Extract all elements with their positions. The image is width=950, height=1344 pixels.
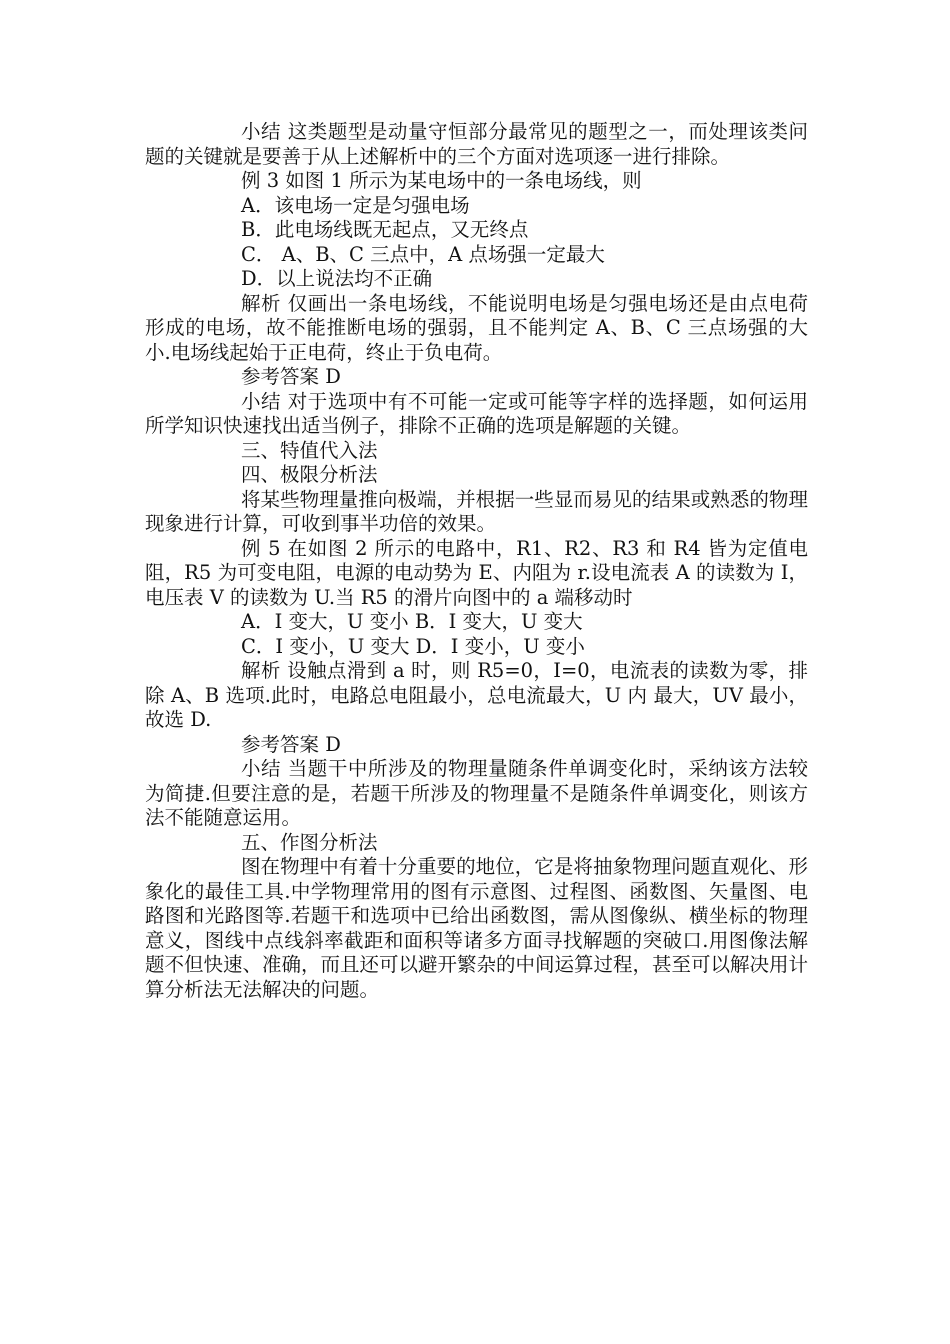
summary-paragraph: 小结 这类题型是动量守恒部分最常见的题型之一，而处理该类问题的关键就是要善于从上述解析中的三个方面对选项逐一进行排除。 xyxy=(145,120,808,168)
example-3-analysis: 解析 仅画出一条电场线，不能说明电场是匀强电场还是由点电荷形成的电场，故不能推断电场的强弱，且不能判定 A、B、C 三点场强的大小.电场线起始于正电荷，终止于负电荷。 xyxy=(145,291,808,364)
example-5-question: 例 5 在如图 2 所示的电路中，R1、R2、R3 和 R4 皆为定值电阻，R5 为可变电阻，电源的电动势为 E、内阻为 r.设电流表 A 的读数为 I，电压表 V 的读数为 U.当 R5 的滑片向图中的 a 端移动时 xyxy=(145,536,808,609)
example-3-option-c: C． A、B、C 三点中，A 点场强一定最大 xyxy=(241,242,605,266)
example-5-options-cd: C．I 变小，U 变大 D．I 变小，U 变小 xyxy=(241,634,585,658)
example-5-analysis: 解析 设触点滑到 a 时，则 R5=0，I=0，电流表的读数为零，排除 A、B 选项.此时，电路总电阻最小，总电流最大，U 内 最大，UV 最小，故选 D. xyxy=(145,659,808,731)
example-3-summary: 小结 对于选项中有不可能一定或可能等字样的选择题，如何运用所学知识快速找出适当例子，排除不正确的选项是解题的关键。 xyxy=(145,389,808,437)
section-5-body: 图在物理中有着十分重要的地位，它是将抽象物理问题直观化、形象化的最佳工具.中学物理常用的图有示意图、过程图、函数图、矢量图、电路图和光路图等.若题干和选项中已给出函数图，需从图像纵、横坐标的物理意义，图线中点线斜率截距和面积等诸多方面寻找解题的突破口.用图像法解题不但快速、准确，而且还可以避开繁杂的中间运算过程，甚至可以解决用计算分析法无法解决的问题。 xyxy=(145,855,809,1001)
example-3-answer: 参考答案 D xyxy=(241,365,341,388)
example-3-option-a: A．该电场一定是匀强电场 xyxy=(241,193,470,217)
example-5-summary: 小结 当题干中所涉及的物理量随条件单调变化时，采纳该方法较为简捷.但要注意的是，若题干所涉及的物理量不是随条件单调变化，则该方法不能随意运用。 xyxy=(145,757,808,829)
example-3-option-b: B．此电场线既无起点，又无终点 xyxy=(241,218,529,241)
document-page xyxy=(145,120,808,1002)
section-heading-5: 五、作图分析法 xyxy=(241,830,378,854)
example-3-option-d: D．以上说法均不正确 xyxy=(241,267,433,290)
example-3-question: 例 3 如图 1 所示为某电场中的一条电场线，则 xyxy=(241,169,642,192)
section-heading-4: 四、极限分析法 xyxy=(241,463,378,486)
example-5-options-ab: A．I 变大，U 变小 B．I 变大，U 变大 xyxy=(241,610,583,633)
example-5-answer: 参考答案 D xyxy=(241,732,341,756)
section-4-intro: 将某些物理量推向极端，并根据一些显而易见的结果或熟悉的物理现象进行计算，可收到事半功倍的效果。 xyxy=(145,487,808,535)
section-heading-3: 三、特值代入法 xyxy=(241,438,378,462)
